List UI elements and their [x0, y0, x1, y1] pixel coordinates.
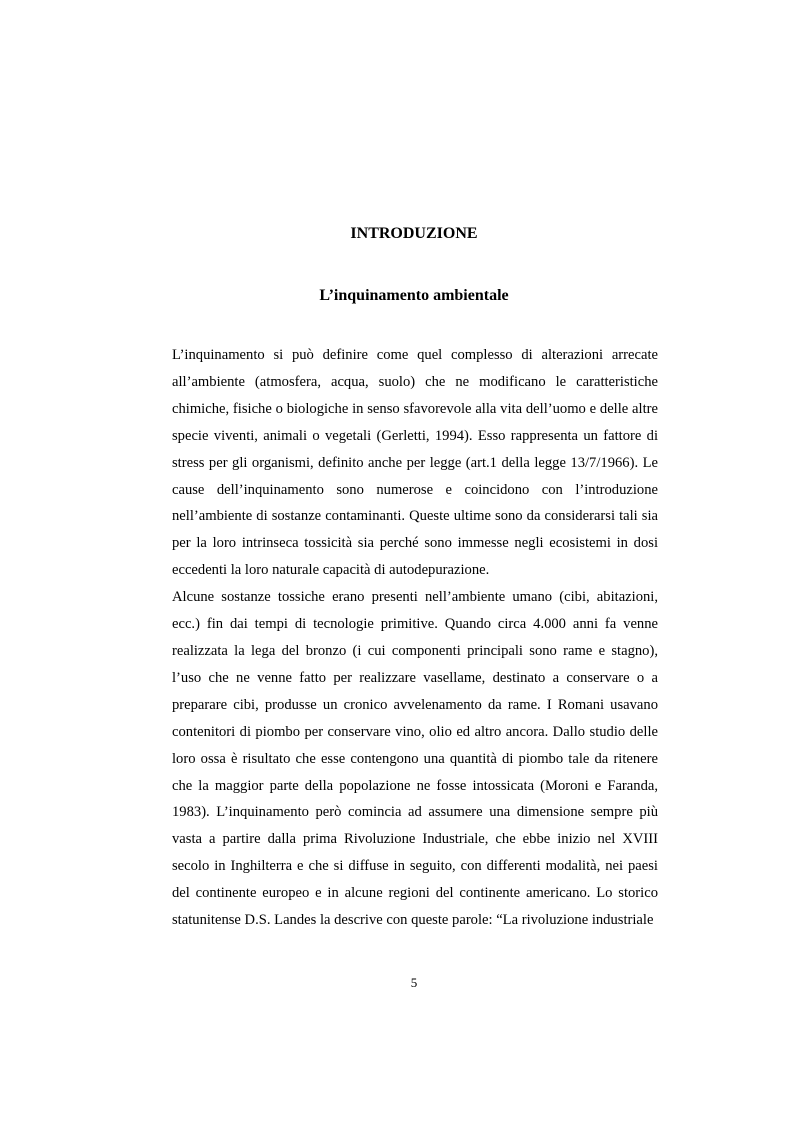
- body-text: [172, 342, 658, 934]
- page-number: 5: [410, 975, 418, 990]
- paragraph-1: L’inquinamento si può definire come quel complesso di alterazioni arrecate all’ambiente (atmosfera, acqua, suolo) che ne modificano le caratteristiche chimiche, fisiche o biologiche in senso sfavorevole alla vita dell’uomo e delle altre specie viventi, animali o vegetali (Gerletti, 1994). Esso rappresenta un fattore di stress per gli organismi, definito anche per legge (art.1 della legge 13/7/1966). Le cause dell’inquinamento sono numerose e coincidono con l’introduzione nell’ambiente di sostanze contaminanti. Queste ultime sono da considerarsi tali sia per la loro intrinseca tossicità sia perché sono immesse negli ecosistemi in dosi eccedenti la loro naturale capacità di autodepurazione.: [172, 347, 658, 579]
- paragraph-2: Alcune sostanze tossiche erano presenti nell’ambiente umano (cibi, abitazioni, ecc.) fin dai tempi di tecnologie primitive. Quando circa 4.000 anni fa venne realizzata la lega del bronzo (i cui componenti principali sono rame e stagno), l’uso che ne venne fatto per realizzare vasellame, destinato a conservare o a preparare cibi, produsse un cronico avvelenamento da rame. I Romani usavano contenitori di piombo per conservare vino, olio ed altro ancora. Dallo studio delle loro ossa è risultato che esse contengono una quantità di piombo tale da ritenere che la maggior parte della popolazione ne fosse intossicata (Moroni e Faranda, 1983). L’inquinamento però comincia ad assumere una dimensione sempre più vasta a partire dalla prima Rivoluzione Industriale, che ebbe inizio nel XVIII secolo in Inghilterra e che si diffuse in seguito, con differenti modalità, nei paesi del continente europeo e in alcune regioni del continente americano. Lo storico statunitense D.S. Landes la descrive con queste parole: “La rivoluzione industriale: [172, 589, 658, 929]
- section-title: L’inquinamento ambientale: [319, 287, 509, 304]
- chapter-title: INTRODUZIONE: [350, 225, 478, 242]
